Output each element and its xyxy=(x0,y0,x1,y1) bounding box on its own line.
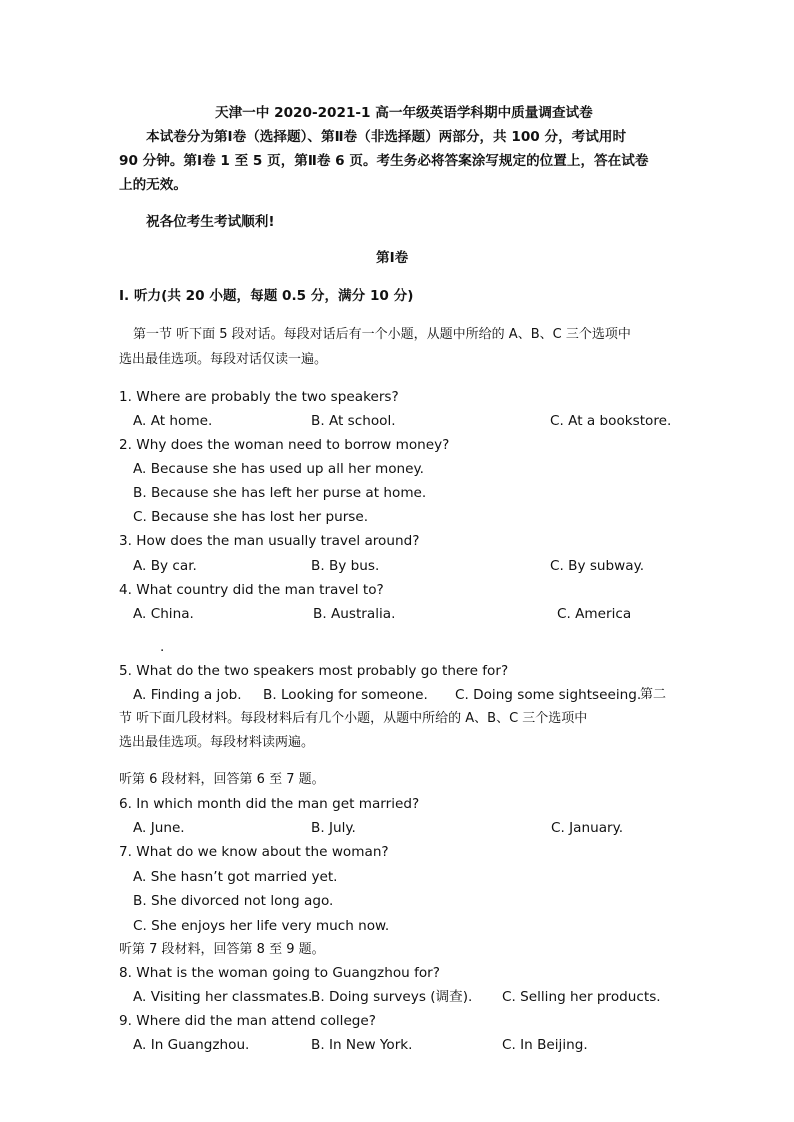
passage-6-note: 听第 6 段材料，回答第 6 至 7 题。 xyxy=(119,772,325,787)
question-8-option-b[interactable]: B. Doing surveys (调查). xyxy=(311,989,473,1005)
part2-heading-start: 第二 xyxy=(640,687,667,702)
passage-7-note: 听第 7 段材料，回答第 8 至 9 题。 xyxy=(119,942,325,957)
question-1-stem: 1. Where are probably the two speakers? xyxy=(119,389,399,405)
part2-instruction-line-2: 选出最佳选项。每段材料读两遍。 xyxy=(119,735,315,750)
part2-instruction-line-1: 节 听下面几段材料。每段材料后有几个小题，从题中所给的 A、B、C 三个选项中 xyxy=(119,711,588,726)
question-7-option-b[interactable]: B. She divorced not long ago. xyxy=(133,893,334,909)
question-3-stem: 3. How does the man usually travel around? xyxy=(119,533,420,549)
question-4-option-c-continuation: . xyxy=(160,639,165,655)
question-3-option-c[interactable]: C. By subway. xyxy=(550,558,645,574)
wish-text: 祝各位考生考试顺利! xyxy=(146,214,275,230)
question-9-stem: 9. Where did the man attend college? xyxy=(119,1013,377,1029)
question-7-stem: 7. What do we know about the woman? xyxy=(119,844,389,860)
question-6-option-b[interactable]: B. July. xyxy=(311,820,356,836)
exam-title: 天津一中 2020-2021-1 高一年级英语学科期中质量调查试卷 xyxy=(215,105,593,121)
intro-line-2: 90 分钟。第Ⅰ卷 1 至 5 页，第Ⅱ卷 6 页。考生务必将答案涂写规定的位置上，答在试卷 xyxy=(119,153,649,169)
question-2-option-c[interactable]: C. Because she has lost her purse. xyxy=(133,509,369,525)
question-1-option-a[interactable]: A. At home. xyxy=(133,413,213,429)
question-1-option-b[interactable]: B. At school. xyxy=(311,413,396,429)
question-4-option-a[interactable]: A. China. xyxy=(133,606,194,622)
question-1-option-c[interactable]: C. At a bookstore. xyxy=(550,413,672,429)
volume-title: 第Ⅰ卷 xyxy=(376,250,409,266)
question-5-stem: 5. What do the two speakers most probably go there for? xyxy=(119,663,509,679)
question-8-option-c[interactable]: C. Selling her products. xyxy=(502,989,661,1005)
question-2-stem: 2. Why does the woman need to borrow money? xyxy=(119,437,450,453)
question-6-option-a[interactable]: A. June. xyxy=(133,820,185,836)
question-8-option-a[interactable]: A. Visiting her classmates. xyxy=(133,989,313,1005)
question-9-option-c[interactable]: C. In Beijing. xyxy=(502,1037,588,1053)
question-5-option-b[interactable]: B. Looking for someone. xyxy=(263,687,428,703)
part1-instruction-line-2: 选出最佳选项。每段对话仅读一遍。 xyxy=(119,352,328,367)
question-8-stem: 8. What is the woman going to Guangzhou for? xyxy=(119,965,440,981)
question-7-option-a[interactable]: A. She hasn’t got married yet. xyxy=(133,869,338,885)
question-7-option-c[interactable]: C. She enjoys her life very much now. xyxy=(133,918,390,934)
question-4-option-c[interactable]: C. America xyxy=(557,606,632,622)
question-6-option-c[interactable]: C. January. xyxy=(551,820,624,836)
question-9-option-b[interactable]: B. In New York. xyxy=(311,1037,413,1053)
part1-instruction-line-1: 第一节 听下面 5 段对话。每段对话后有一个小题，从题中所给的 A、B、C 三个选项中 xyxy=(133,327,631,342)
section-title: I. 听力(共 20 小题，每题 0.5 分，满分 10 分) xyxy=(119,288,414,304)
question-4-option-b[interactable]: B. Australia. xyxy=(313,606,396,622)
question-3-option-a[interactable]: A. By car. xyxy=(133,558,197,574)
question-5-option-c[interactable]: C. Doing some sightseeing. xyxy=(455,687,642,703)
question-6-stem: 6. In which month did the man get married? xyxy=(119,796,420,812)
question-4-stem: 4. What country did the man travel to? xyxy=(119,582,384,598)
question-3-option-b[interactable]: B. By bus. xyxy=(311,558,380,574)
question-9-option-a[interactable]: A. In Guangzhou. xyxy=(133,1037,250,1053)
intro-line-3: 上的无效。 xyxy=(119,177,187,193)
intro-line-1: 本试卷分为第Ⅰ卷（选择题）、第Ⅱ卷（非选择题）两部分，共 100 分，考试用时 xyxy=(146,129,627,145)
question-5-option-a[interactable]: A. Finding a job. xyxy=(133,687,242,703)
question-2-option-a[interactable]: A. Because she has used up all her money. xyxy=(133,461,424,477)
question-2-option-b[interactable]: B. Because she has left her purse at home. xyxy=(133,485,427,501)
